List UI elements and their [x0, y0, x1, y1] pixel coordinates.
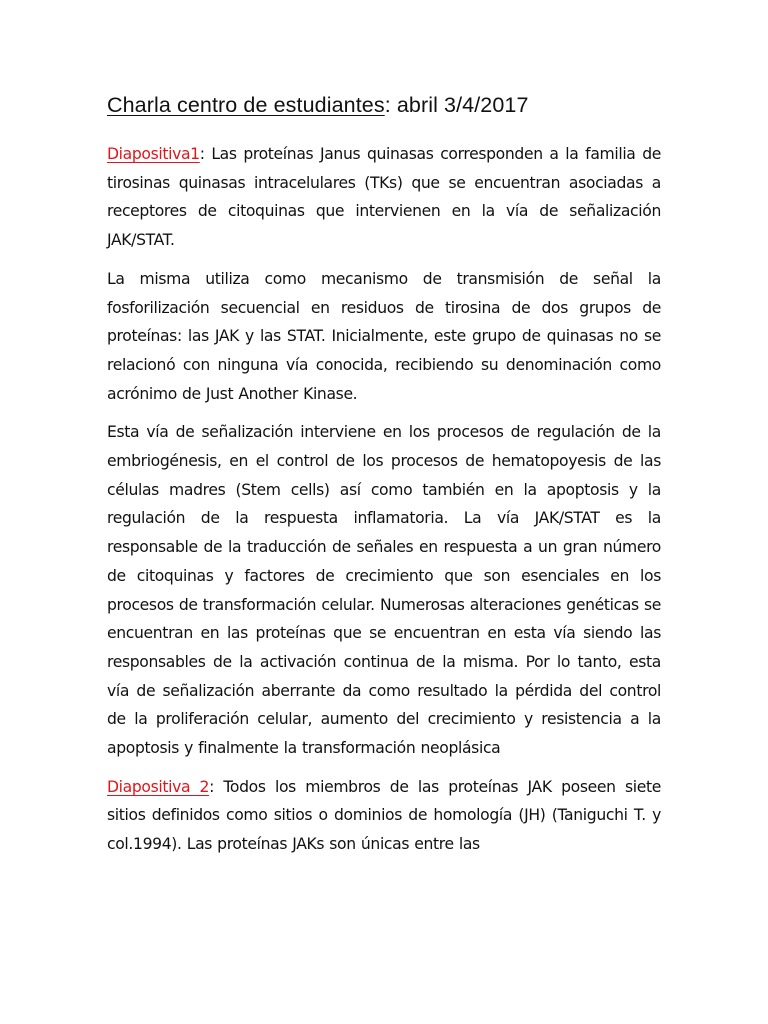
slide-1-label: Diapositiva1 — [107, 145, 200, 163]
paragraph-slide-1 — [107, 140, 661, 255]
paragraph-text: : Las proteínas Janus quinasas corresponden a la familia de tirosinas quinasas intracelulares (TKs) que se encuentran asociadas a receptores de citoquinas que intervienen en la vía de señalización JAK/STAT. — [107, 145, 661, 250]
title-date-text: : abril 3/4/2017 — [384, 93, 529, 117]
paragraph-text: Esta vía de señalización interviene en los procesos de regulación de la embriogénesis, en el control de los procesos de hematopoyesis de las células madres (Stem cells) así como también en la apoptosis y la regulación de la respuesta inflamatoria. La vía JAK/STAT es la responsable de la traducción de señales en respuesta a un gran número de citoquinas y factores de crecimiento que son esenciales en los procesos de transformación celular. Numerosas alteraciones genéticas se encuentran en las proteínas que se encuentran en esta vía siendo las responsables de la activación continua de la misma. Por lo tanto, esta vía de señalización aberrante da como resultado la pérdida del control de la proliferación celular, aumento del crecimiento y resistencia a la apoptosis y finalmente la transformación neoplásica — [107, 423, 661, 758]
document-body — [107, 140, 661, 869]
paragraph-mechanism — [107, 265, 661, 409]
slide-2-label: Diapositiva 2 — [107, 777, 210, 796]
document-title — [107, 90, 529, 120]
title-underlined-text: Charla centro de estudiantes — [107, 93, 385, 117]
paragraph-text: La misma utiliza como mecanismo de transmisión de señal la fosforilización secuencial en residuos de tirosina de dos grupos de proteínas: las JAK y las STAT. Inicialmente, este grupo de quinasas no se relacionó con ninguna vía conocida, recibiendo su denominación como acrónimo de Just Another Kinase. — [107, 269, 661, 403]
paragraph-signaling — [107, 418, 661, 762]
paragraph-text: : Todos los miembros de las proteínas JAK poseen siete sitios definidos como sitios o dominios de homología (JH) (Taniguchi T. y col.1994). Las proteínas JAKs son únicas entre las — [107, 777, 661, 854]
paragraph-slide-2 — [107, 773, 661, 859]
